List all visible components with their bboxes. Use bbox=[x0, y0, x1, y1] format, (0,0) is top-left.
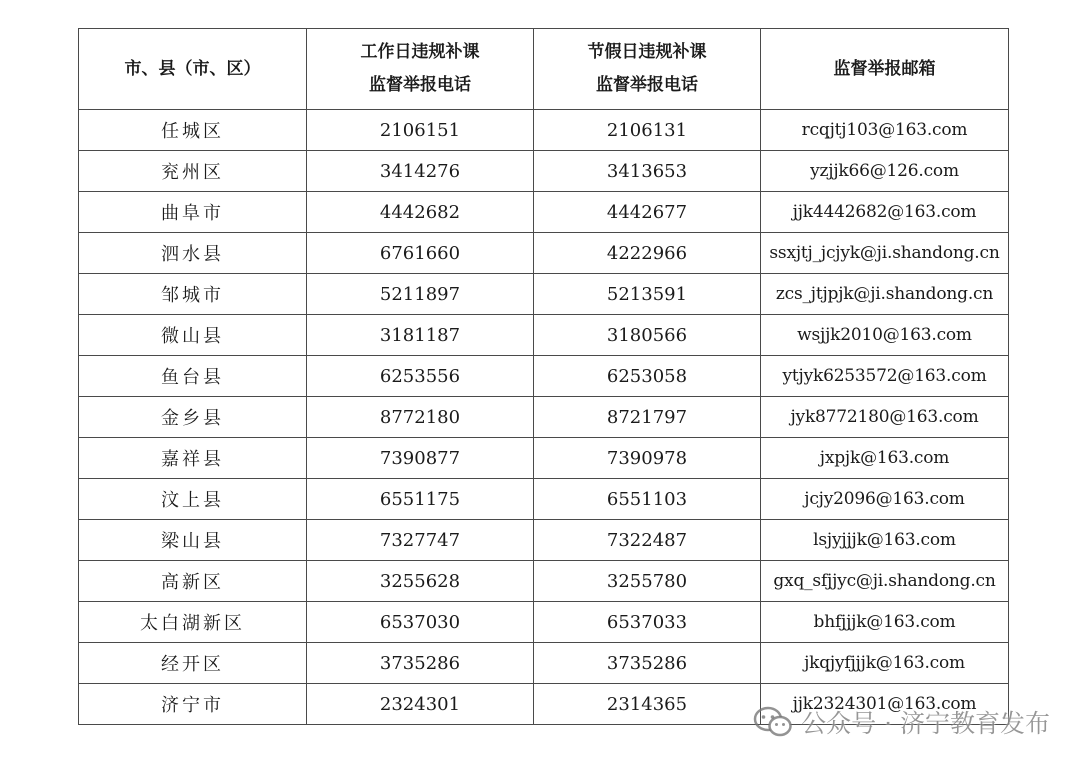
email-cell: jyk8772180@163.com bbox=[761, 397, 1009, 438]
workday-phone-cell: 4442682 bbox=[307, 192, 534, 233]
workday-phone-cell: 8772180 bbox=[307, 397, 534, 438]
workday-phone-cell: 6551175 bbox=[307, 479, 534, 520]
holiday-phone-cell: 5213591 bbox=[534, 274, 761, 315]
table-body bbox=[79, 110, 1009, 725]
email-cell: lsjyjjjk@163.com bbox=[761, 520, 1009, 561]
holiday-phone-cell: 6253058 bbox=[534, 356, 761, 397]
table-row bbox=[79, 602, 1009, 643]
email-cell: jkqjyfjjjk@163.com bbox=[761, 643, 1009, 684]
district-cell: 微山县 bbox=[79, 315, 307, 356]
table-row bbox=[79, 520, 1009, 561]
district-cell: 曲阜市 bbox=[79, 192, 307, 233]
workday-phone-cell: 3735286 bbox=[307, 643, 534, 684]
workday-phone-cell: 6537030 bbox=[307, 602, 534, 643]
email-cell: ssxjtj_jcjyk@ji.shandong.cn bbox=[761, 233, 1009, 274]
holiday-phone-cell: 8721797 bbox=[534, 397, 761, 438]
holiday-phone-cell: 4442677 bbox=[534, 192, 761, 233]
table-row bbox=[79, 233, 1009, 274]
email-cell: wsjjk2010@163.com bbox=[761, 315, 1009, 356]
workday-phone-cell: 5211897 bbox=[307, 274, 534, 315]
table-row bbox=[79, 110, 1009, 151]
email-cell: jxpjk@163.com bbox=[761, 438, 1009, 479]
header-district: 市、县（市、区） bbox=[79, 29, 307, 110]
district-cell: 兖州区 bbox=[79, 151, 307, 192]
table-row bbox=[79, 643, 1009, 684]
table-row bbox=[79, 356, 1009, 397]
table-row bbox=[79, 315, 1009, 356]
table-row bbox=[79, 561, 1009, 602]
email-cell: ytjyk6253572@163.com bbox=[761, 356, 1009, 397]
district-cell: 嘉祥县 bbox=[79, 438, 307, 479]
email-cell: zcs_jtjpjk@ji.shandong.cn bbox=[761, 274, 1009, 315]
holiday-phone-cell: 3413653 bbox=[534, 151, 761, 192]
email-cell: jcjy2096@163.com bbox=[761, 479, 1009, 520]
hotline-table bbox=[78, 28, 1009, 725]
table-row bbox=[79, 274, 1009, 315]
header-workday-phone: 工作日违规补课 监督举报电话 bbox=[307, 29, 534, 110]
wechat-icon bbox=[753, 706, 793, 738]
holiday-phone-cell: 6537033 bbox=[534, 602, 761, 643]
workday-phone-cell: 3414276 bbox=[307, 151, 534, 192]
holiday-phone-cell: 2106131 bbox=[534, 110, 761, 151]
email-cell: bhfjjjk@163.com bbox=[761, 602, 1009, 643]
email-cell: yzjjk66@126.com bbox=[761, 151, 1009, 192]
holiday-phone-cell: 7390978 bbox=[534, 438, 761, 479]
email-cell: jjk4442682@163.com bbox=[761, 192, 1009, 233]
workday-phone-cell: 3255628 bbox=[307, 561, 534, 602]
district-cell: 泗水县 bbox=[79, 233, 307, 274]
table-row bbox=[79, 192, 1009, 233]
district-cell: 鱼台县 bbox=[79, 356, 307, 397]
workday-phone-cell: 3181187 bbox=[307, 315, 534, 356]
holiday-phone-cell: 7322487 bbox=[534, 520, 761, 561]
table-row bbox=[79, 151, 1009, 192]
workday-phone-cell: 2106151 bbox=[307, 110, 534, 151]
district-cell: 经开区 bbox=[79, 643, 307, 684]
holiday-phone-cell: 3180566 bbox=[534, 315, 761, 356]
workday-phone-cell: 6253556 bbox=[307, 356, 534, 397]
workday-phone-cell: 6761660 bbox=[307, 233, 534, 274]
header-email: 监督举报邮箱 bbox=[761, 29, 1009, 110]
watermark bbox=[753, 702, 1050, 742]
header-holiday-phone: 节假日违规补课 监督举报电话 bbox=[534, 29, 761, 110]
district-cell: 邹城市 bbox=[79, 274, 307, 315]
email-cell: gxq_sfjjyc@ji.shandong.cn bbox=[761, 561, 1009, 602]
watermark-text: 公众号 · 济宁教育发布 bbox=[801, 709, 1050, 738]
header-row bbox=[79, 29, 1009, 110]
table-row bbox=[79, 397, 1009, 438]
workday-phone-cell: 7390877 bbox=[307, 438, 534, 479]
holiday-phone-cell: 2314365 bbox=[534, 684, 761, 725]
district-cell: 梁山县 bbox=[79, 520, 307, 561]
district-cell: 太白湖新区 bbox=[79, 602, 307, 643]
district-cell: 高新区 bbox=[79, 561, 307, 602]
table-row bbox=[79, 479, 1009, 520]
holiday-phone-cell: 3735286 bbox=[534, 643, 761, 684]
district-cell: 汶上县 bbox=[79, 479, 307, 520]
workday-phone-cell: 7327747 bbox=[307, 520, 534, 561]
holiday-phone-cell: 6551103 bbox=[534, 479, 761, 520]
workday-phone-cell: 2324301 bbox=[307, 684, 534, 725]
email-cell: rcqjtj103@163.com bbox=[761, 110, 1009, 151]
holiday-phone-cell: 4222966 bbox=[534, 233, 761, 274]
district-cell: 济宁市 bbox=[79, 684, 307, 725]
district-cell: 金乡县 bbox=[79, 397, 307, 438]
district-cell: 任城区 bbox=[79, 110, 307, 151]
email-cell: jjk2324301@163.com bbox=[761, 684, 1009, 725]
table-row bbox=[79, 438, 1009, 479]
holiday-phone-cell: 3255780 bbox=[534, 561, 761, 602]
